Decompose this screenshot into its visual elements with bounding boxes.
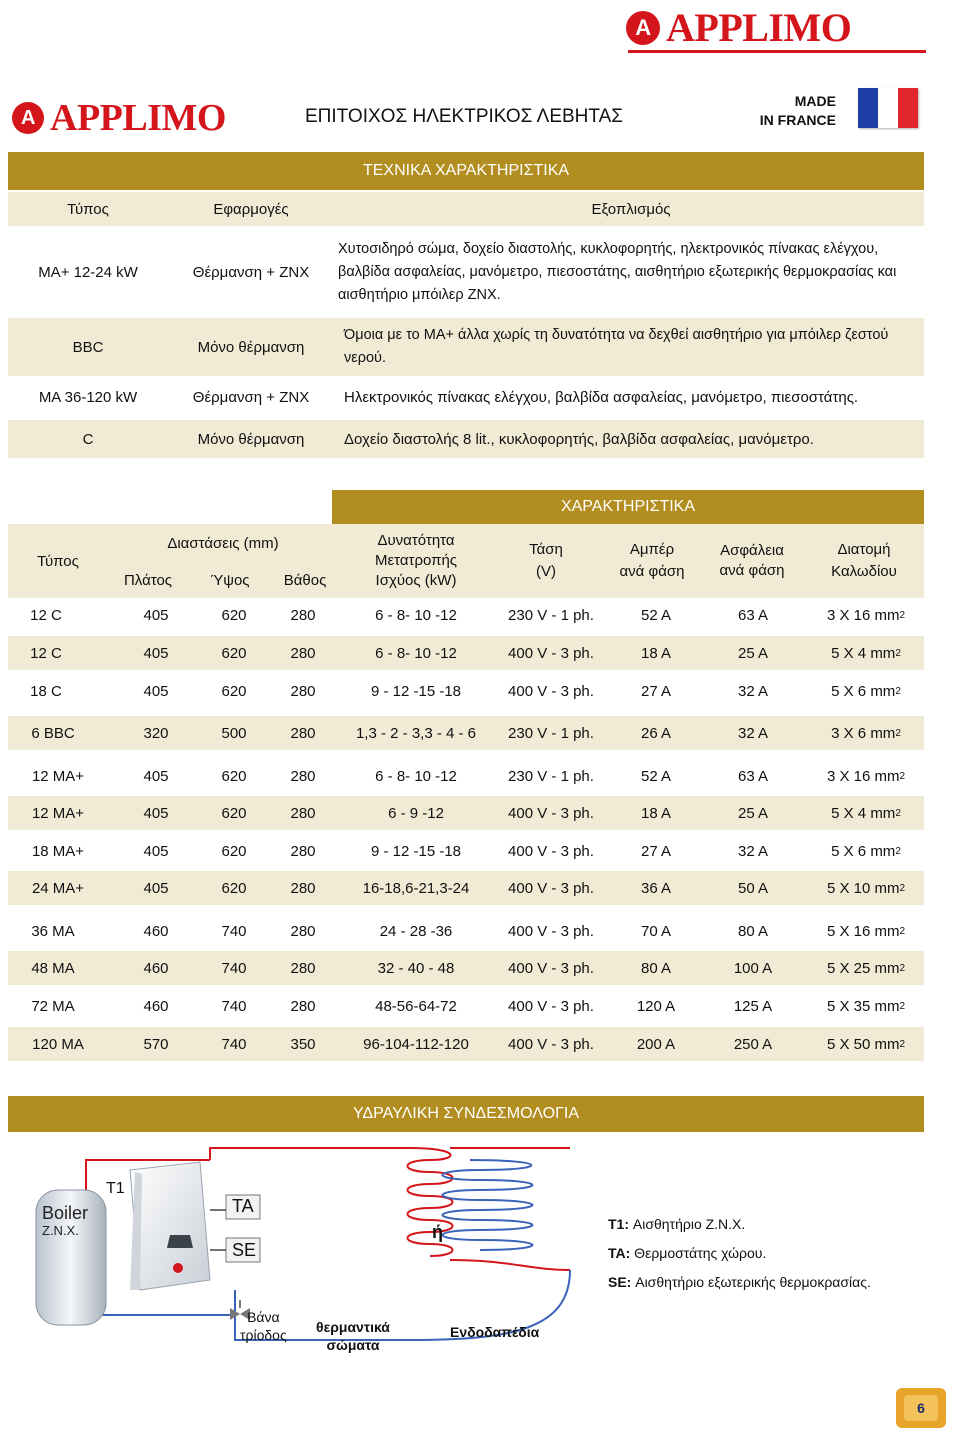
spec-row <box>8 796 924 830</box>
tech-app: Θέρμανση + ZNX <box>192 388 310 406</box>
spec-fuse: 25 A <box>737 644 769 662</box>
spec-voltage: 400 V - 3 ph. <box>508 997 594 1015</box>
spec-row <box>8 951 924 985</box>
tech-heading <box>8 152 924 190</box>
spec-depth: 280 <box>290 682 316 700</box>
legend-item: T1: Αισθητήριο Z.N.X. <box>608 1216 746 1232</box>
spec-voltage: 400 V - 3 ph. <box>508 1035 594 1053</box>
spec-height: 740 <box>221 922 247 940</box>
spec-height: 620 <box>221 879 247 897</box>
spec-amp: 18 A <box>640 644 672 662</box>
radiators-label-2: σώματα <box>326 1337 380 1353</box>
spec-amp: 36 A <box>640 879 672 897</box>
h-fuse <box>708 524 796 598</box>
radiators-icon <box>443 1160 533 1250</box>
floor-heating-label: Ενδοδαπέδια <box>450 1324 540 1340</box>
spec-fuse: 50 A <box>737 879 769 897</box>
h-voltage-2: (V) <box>536 563 556 580</box>
spec-cable: 5 X 6 mm 2 <box>831 842 901 860</box>
made-in-label <box>740 92 836 130</box>
radiators-label <box>316 1318 390 1354</box>
spec-width: 405 <box>143 682 169 700</box>
spec-power: 9 - 12 -15 -18 <box>370 842 462 860</box>
spec-type: 72 MA <box>31 997 75 1015</box>
spec-fuse: 25 A <box>737 804 769 822</box>
spec-row <box>8 716 924 750</box>
spec-fuse: 80 A <box>737 922 769 940</box>
spec-height: 740 <box>221 1035 247 1053</box>
valve-label-2: τρίοδος <box>240 1327 287 1343</box>
spec-depth: 280 <box>290 959 316 977</box>
sup-2: 2 <box>899 882 906 894</box>
wall-boiler <box>130 1162 210 1290</box>
spec-fuse: 32 A <box>737 842 769 860</box>
sup-2: 2 <box>899 1000 906 1012</box>
spec-type: 48 MA <box>31 959 75 977</box>
spec-amp: 27 A <box>640 842 672 860</box>
spec-height: 620 <box>221 804 247 822</box>
col-equipment: Εξοπλισμός <box>591 200 671 218</box>
spec-amp: 52 A <box>640 606 672 624</box>
sup-2: 2 <box>895 845 901 857</box>
spec-power: 6 - 8- 10 -12 <box>375 606 457 624</box>
brand-name: APPLIMO <box>50 97 226 139</box>
specs-heading-text: ΧΑΡΑΚΤΗΡΙΣΤΙΚΑ <box>560 498 696 515</box>
tech-equip: Δοχείο διαστολής 8 lit., κυκλοφορητής, βαλβίδα ασφαλείας, μανόμετρο. <box>344 430 814 448</box>
page-title: ΕΠΙΤΟΙΧΟΣ ΗΛΕΚΤΡΙΚΟΣ ΛΕΒΗΤΑΣ <box>305 106 623 127</box>
spec-type: 18 MA+ <box>31 842 85 860</box>
spec-power: 96-104-112-120 <box>363 1035 469 1053</box>
spec-type: 120 MA <box>32 1035 84 1053</box>
h-cable <box>814 524 914 598</box>
spec-type: 18 C <box>30 682 62 700</box>
t1-label: T1 <box>106 1180 125 1197</box>
boiler-label-1: Boiler <box>42 1203 89 1223</box>
tech-type: MA 36-120 kW <box>38 388 138 406</box>
logo-a-icon: A <box>626 11 660 45</box>
spec-depth: 280 <box>290 879 316 897</box>
specs-header-row <box>8 524 924 598</box>
spec-height: 740 <box>221 959 247 977</box>
h-voltage-1: Τάση <box>529 541 563 558</box>
spec-voltage: 400 V - 3 ph. <box>508 842 594 860</box>
spec-cable: 3 X 16 mm 2 <box>826 767 906 785</box>
tech-type: C <box>82 430 94 448</box>
tech-row <box>8 318 924 376</box>
spec-power: 32 - 40 - 48 <box>377 959 455 977</box>
spec-width: 405 <box>143 644 169 662</box>
spec-voltage: 230 V - 1 ph. <box>508 724 594 742</box>
tech-app: Μόνο θέρμανση <box>197 430 305 448</box>
spec-amp: 200 A <box>636 1035 676 1053</box>
spec-fuse: 63 A <box>737 767 769 785</box>
col-type: Τύπος <box>67 200 109 218</box>
sup-2: 2 <box>899 962 906 974</box>
spec-width: 460 <box>143 959 169 977</box>
tech-heading-text: ΤΕΧΝΙΚΑ ΧΑΡΑΚΤΗΡΙΣΤΙΚΑ <box>362 162 570 179</box>
spec-type: 12 MA+ <box>31 804 85 822</box>
brand-name: APPLIMO <box>666 5 852 50</box>
spec-cable: 5 X 4 mm 2 <box>831 804 901 822</box>
h-dims: Διαστάσεις (mm) <box>167 534 279 552</box>
tech-row <box>8 380 924 414</box>
spec-width: 405 <box>143 767 169 785</box>
sup-2: 2 <box>899 609 906 621</box>
spec-row <box>8 674 924 708</box>
brand-logo-top <box>626 4 851 51</box>
valve-label-1: Βάνα <box>247 1309 280 1325</box>
spec-type: 12 C <box>30 644 62 662</box>
spec-height: 500 <box>221 724 247 742</box>
spec-height: 620 <box>221 682 247 700</box>
h-height: Ύψος <box>210 571 250 589</box>
tech-equip: Όμοια με το MA+ άλλα χωρίς τη δυνατότητα να δεχθεί αισθητήριο για μπόιλερ ζεστού νερού. <box>344 327 889 366</box>
spec-amp: 80 A <box>640 959 672 977</box>
legend <box>608 1210 871 1297</box>
spec-cable: 5 X 6 mm 2 <box>831 682 901 700</box>
spec-height: 620 <box>221 644 247 662</box>
spec-cable: 5 X 16 mm 2 <box>826 922 906 940</box>
spec-cable: 5 X 35 mm 2 <box>826 997 906 1015</box>
spec-voltage: 400 V - 3 ph. <box>508 922 594 940</box>
spec-row <box>8 636 924 670</box>
h-fuse-1: Ασφάλεια <box>720 542 784 559</box>
spec-power: 24 - 28 -36 <box>379 922 453 940</box>
spec-voltage: 400 V - 3 ph. <box>508 879 594 897</box>
spec-row <box>8 759 924 793</box>
spec-row <box>8 989 924 1023</box>
tech-row <box>8 232 924 312</box>
made-line-1: MADE <box>794 93 836 109</box>
sup-2: 2 <box>899 1038 906 1050</box>
spec-power: 16-18,6-21,3-24 <box>362 879 470 897</box>
h-cable-2: Καλωδίου <box>831 563 897 580</box>
spec-amp: 70 A <box>640 922 672 940</box>
spec-width: 405 <box>143 879 169 897</box>
spec-fuse: 63 A <box>737 606 769 624</box>
h-amp-2: ανά φάση <box>619 563 685 580</box>
france-flag-icon <box>858 88 918 128</box>
spec-width: 405 <box>143 804 169 822</box>
spec-width: 405 <box>143 842 169 860</box>
spec-type: 12 MA+ <box>31 767 85 785</box>
boiler-label <box>42 1204 88 1240</box>
spec-cable: 5 X 10 mm 2 <box>826 879 906 897</box>
sup-2: 2 <box>895 727 901 739</box>
spec-width: 320 <box>143 724 169 742</box>
spec-fuse: 250 A <box>733 1035 773 1053</box>
spec-amp: 120 A <box>636 997 676 1015</box>
h-amp-1: Αμπέρ <box>629 541 675 558</box>
spec-amp: 26 A <box>640 724 672 742</box>
spec-power: 6 - 8- 10 -12 <box>375 644 457 662</box>
spec-type: 12 C <box>30 606 62 624</box>
spec-voltage: 400 V - 3 ph. <box>508 959 594 977</box>
logo-a-icon: A <box>12 102 44 134</box>
radiators-label-1: θερμαντικά <box>316 1319 390 1335</box>
spec-fuse: 100 A <box>733 959 773 977</box>
h-voltage <box>498 524 594 598</box>
spec-width: 460 <box>143 997 169 1015</box>
spec-width: 460 <box>143 922 169 940</box>
spec-row <box>8 834 924 868</box>
h-type: Τύπος <box>37 552 79 570</box>
h-width: Πλάτος <box>123 571 173 589</box>
spec-depth: 280 <box>290 606 316 624</box>
spec-type: 24 MA+ <box>31 879 85 897</box>
spec-row <box>8 914 924 948</box>
h-fuse-2: ανά φάση <box>719 562 785 579</box>
spec-amp: 52 A <box>640 767 672 785</box>
spec-row <box>8 598 924 632</box>
h-cable-1: Διατομή <box>837 541 891 558</box>
tech-app: Θέρμανση + ZNX <box>192 263 310 281</box>
spec-amp: 18 A <box>640 804 672 822</box>
legend-item: TA: Θερμοστάτης χώρου. <box>608 1245 767 1261</box>
spec-depth: 280 <box>290 842 316 860</box>
spec-power: 1,3 - 2 - 3,3 - 4 - 6 <box>355 724 477 742</box>
h-depth: Βάθος <box>283 571 327 589</box>
spec-depth: 280 <box>290 922 316 940</box>
boiler-label-2: Z.N.X. <box>42 1223 79 1238</box>
tech-type: MA+ 12-24 kW <box>38 263 138 281</box>
floor-heating-icon <box>408 1148 453 1256</box>
spec-fuse: 32 A <box>737 724 769 742</box>
tech-equip: Χυτοσιδηρό σώμα, δοχείο διαστολής, κυκλοφορητής, ηλεκτρονικός πίνακας ελέγχου, βαλβίδα ασφαλείας, μανόμετρο, πιεσοστάτης, αισθητήριο εξωτερικής θερμοκρασίας και αισθητήριο μπόιλερ ZNX. <box>338 240 897 303</box>
specs-heading <box>332 490 924 524</box>
spec-fuse: 32 A <box>737 682 769 700</box>
spec-cable: 5 X 4 mm 2 <box>831 644 901 662</box>
sup-2: 2 <box>895 685 901 697</box>
tech-header-row <box>8 192 924 226</box>
spec-power: 6 - 9 -12 <box>388 804 444 822</box>
spec-width: 405 <box>143 606 169 624</box>
spec-depth: 350 <box>290 1035 316 1053</box>
hydraulic-heading-text: ΥΔΡΑΥΛΙΚΗ ΣΥΝΔΕΣΜΟΛΟΓΙΑ <box>352 1105 579 1122</box>
spec-cable: 5 X 50 mm 2 <box>826 1035 906 1053</box>
spec-voltage: 400 V - 3 ph. <box>508 682 594 700</box>
h-power: Δυνατότητα Μετατροπής Ισχύος (kW) <box>374 532 458 589</box>
spec-depth: 280 <box>290 644 316 662</box>
h-amp <box>608 524 696 598</box>
sup-2: 2 <box>895 647 901 659</box>
page-number: 6 <box>904 1395 938 1421</box>
sup-2: 2 <box>899 770 906 782</box>
spec-fuse: 125 A <box>733 997 773 1015</box>
spec-cable: 5 X 25 mm 2 <box>826 959 906 977</box>
spec-voltage: 230 V - 1 ph. <box>508 606 594 624</box>
spec-width: 570 <box>143 1035 169 1053</box>
spec-depth: 280 <box>290 767 316 785</box>
spec-voltage: 400 V - 3 ph. <box>508 804 594 822</box>
spec-cable: 3 X 6 mm 2 <box>831 724 901 742</box>
sup-2: 2 <box>895 807 901 819</box>
spec-height: 740 <box>221 997 247 1015</box>
spec-height: 620 <box>221 606 247 624</box>
ta-label: TA <box>232 1196 254 1216</box>
spec-height: 620 <box>221 842 247 860</box>
spec-depth: 280 <box>290 724 316 742</box>
hydraulic-heading <box>8 1096 924 1132</box>
tech-app: Μόνο θέρμανση <box>197 338 305 356</box>
page-number-badge <box>896 1388 946 1428</box>
tech-row <box>8 420 924 458</box>
se-label: SE <box>232 1240 257 1260</box>
or-label: ή <box>432 1222 443 1242</box>
made-line-2: IN FRANCE <box>759 112 836 128</box>
spec-voltage: 400 V - 3 ph. <box>508 644 594 662</box>
spec-power: 48-56-64-72 <box>375 997 457 1015</box>
spec-depth: 280 <box>290 804 316 822</box>
tech-equip: Ηλεκτρονικός πίνακας ελέγχου, βαλβίδα ασφαλείας, μανόμετρο, πιεσοστάτης. <box>344 388 859 406</box>
spec-row <box>8 1027 924 1061</box>
col-applications: Εφαρμογές <box>213 200 289 218</box>
spec-type: 6 BBC <box>31 724 75 742</box>
spec-amp: 27 A <box>640 682 672 700</box>
spec-type: 36 MA <box>31 922 75 940</box>
tech-type: BBC <box>72 338 104 356</box>
spec-row <box>8 871 924 905</box>
spec-cable: 3 X 16 mm 2 <box>826 606 906 624</box>
spec-depth: 280 <box>290 997 316 1015</box>
spec-height: 620 <box>221 767 247 785</box>
valve-label <box>240 1308 287 1344</box>
spec-power: 6 - 8- 10 -12 <box>375 767 457 785</box>
sup-2: 2 <box>899 925 906 937</box>
logo-underline <box>628 50 926 53</box>
legend-item: SE: Αισθητήριο εξωτερικής θερμοκρασίας. <box>608 1274 871 1290</box>
spec-power: 9 - 12 -15 -18 <box>370 682 462 700</box>
brand-logo <box>12 96 226 140</box>
spec-voltage: 230 V - 1 ph. <box>508 767 594 785</box>
